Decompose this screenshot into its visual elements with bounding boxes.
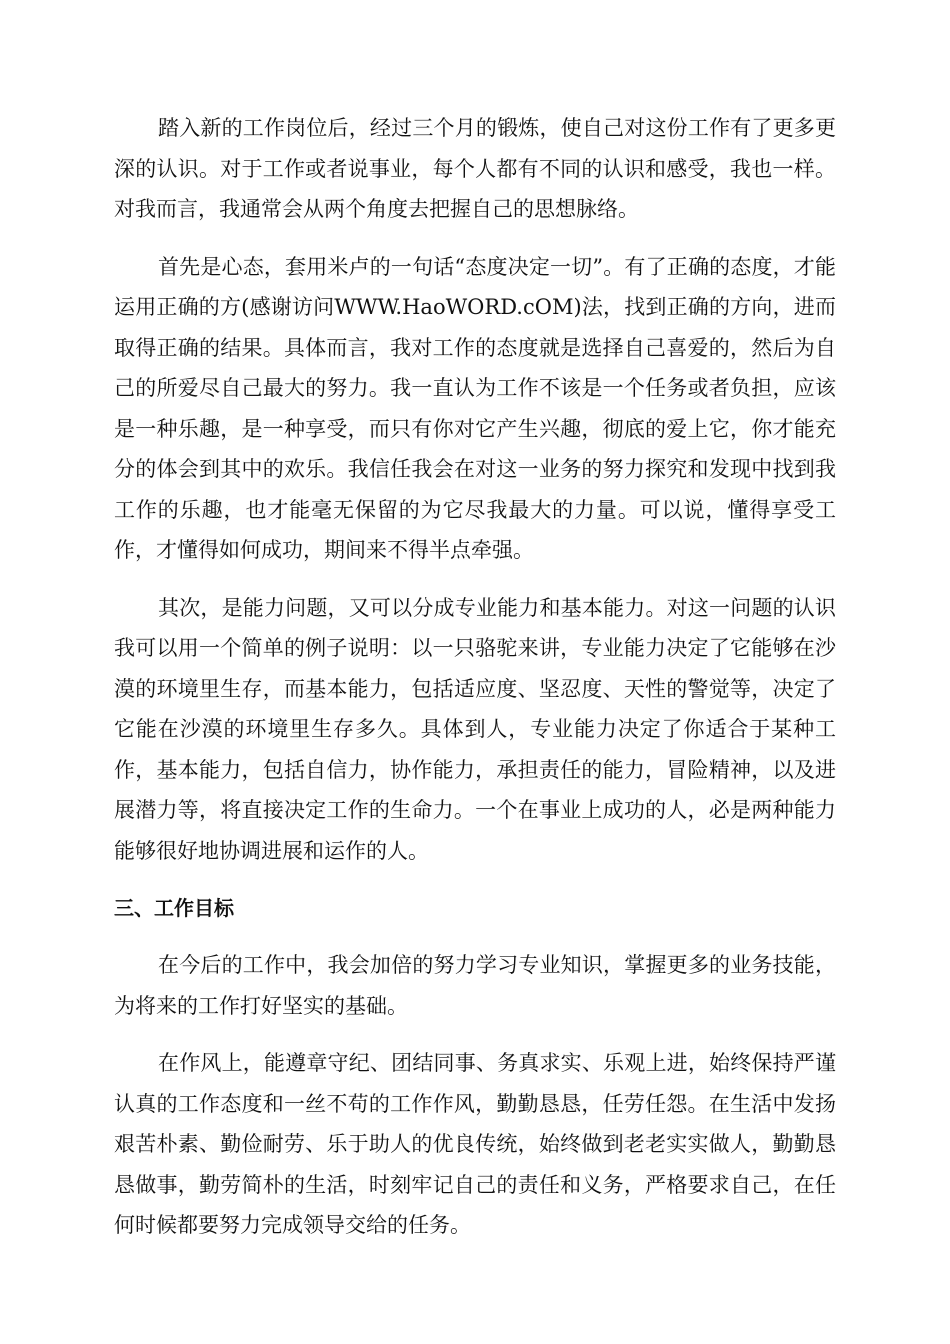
paragraph-ability: 其次，是能力问题，又可以分成专业能力和基本能力。对这一问题的认识我可以用一个简单的例子说明：以一只骆驼来讲，专业能力决定了它能够在沙漠的环境里生存，而基本能力，包括适应度、坚忍度、天性的警觉等，决定了它能在沙漠的环境里生存多久。具体到人，专业能力决定了你适合于某种工作，基本能力，包括自信力，协作能力，承担责任的能力，冒险精神，以及进展潜力等，将直接决定工作的生命力。一个在事业上成功的人，必是两种能力能够很好地协调进展和运作的人。 bbox=[114, 595, 836, 863]
paragraph-work-style: 在作风上，能遵章守纪、团结同事、务真求实、乐观上进，始终保持严谨认真的工作态度和一丝不苟的工作作风，勤勤恳恳，任劳任怨。在生活中发扬艰苦朴素、勤俭耐劳、乐于助人的优良传统，始终做到老老实实做人，勤勤恳恳做事，勤劳简朴的生活，时刻牢记自己的责任和义务，严格要求自己，在任何时候都要努力完成领导交给的任务。 bbox=[114, 1051, 836, 1237]
section-heading-work-goals: 三、工作目标 bbox=[114, 896, 234, 920]
paragraph-future-work: 在今后的工作中，我会加倍的努力学习专业知识，掌握更多的业务技能，为将来的工作打好坚实的基础。 bbox=[114, 953, 836, 1018]
document-body bbox=[114, 108, 836, 1263]
paragraph-intro: 踏入新的工作岗位后，经过三个月的锻炼，使自己对这份工作有了更多更深的认识。对于工作或者说事业，每个人都有不同的认识和感受，我也一样。对我而言，我通常会从两个角度去把握自己的思想脉络。 bbox=[114, 116, 836, 221]
paragraph-attitude: 首先是心态，套用米卢的一句话“态度决定一切”。有了正确的态度，才能运用正确的方(感谢访问WWW.HaoWORD.cOM)法，找到正确的方向，进而取得正确的结果。具体而言，我对工作的态度就是选择自己喜爱的，然后为自己的所爱尽自己最大的努力。我一直认为工作不该是一个任务或者负担，应该是一种乐趣，是一种享受，而只有你对它产生兴趣，彻底的爱上它，你才能充分的体会到其中的欢乐。我信任我会在对这一业务的努力探究和发现中找到我工作的乐趣，也才能毫无保留的为它尽我最大的力量。可以说，懂得享受工作，才懂得如何成功，期间来不得半点牵强。 bbox=[114, 254, 836, 562]
